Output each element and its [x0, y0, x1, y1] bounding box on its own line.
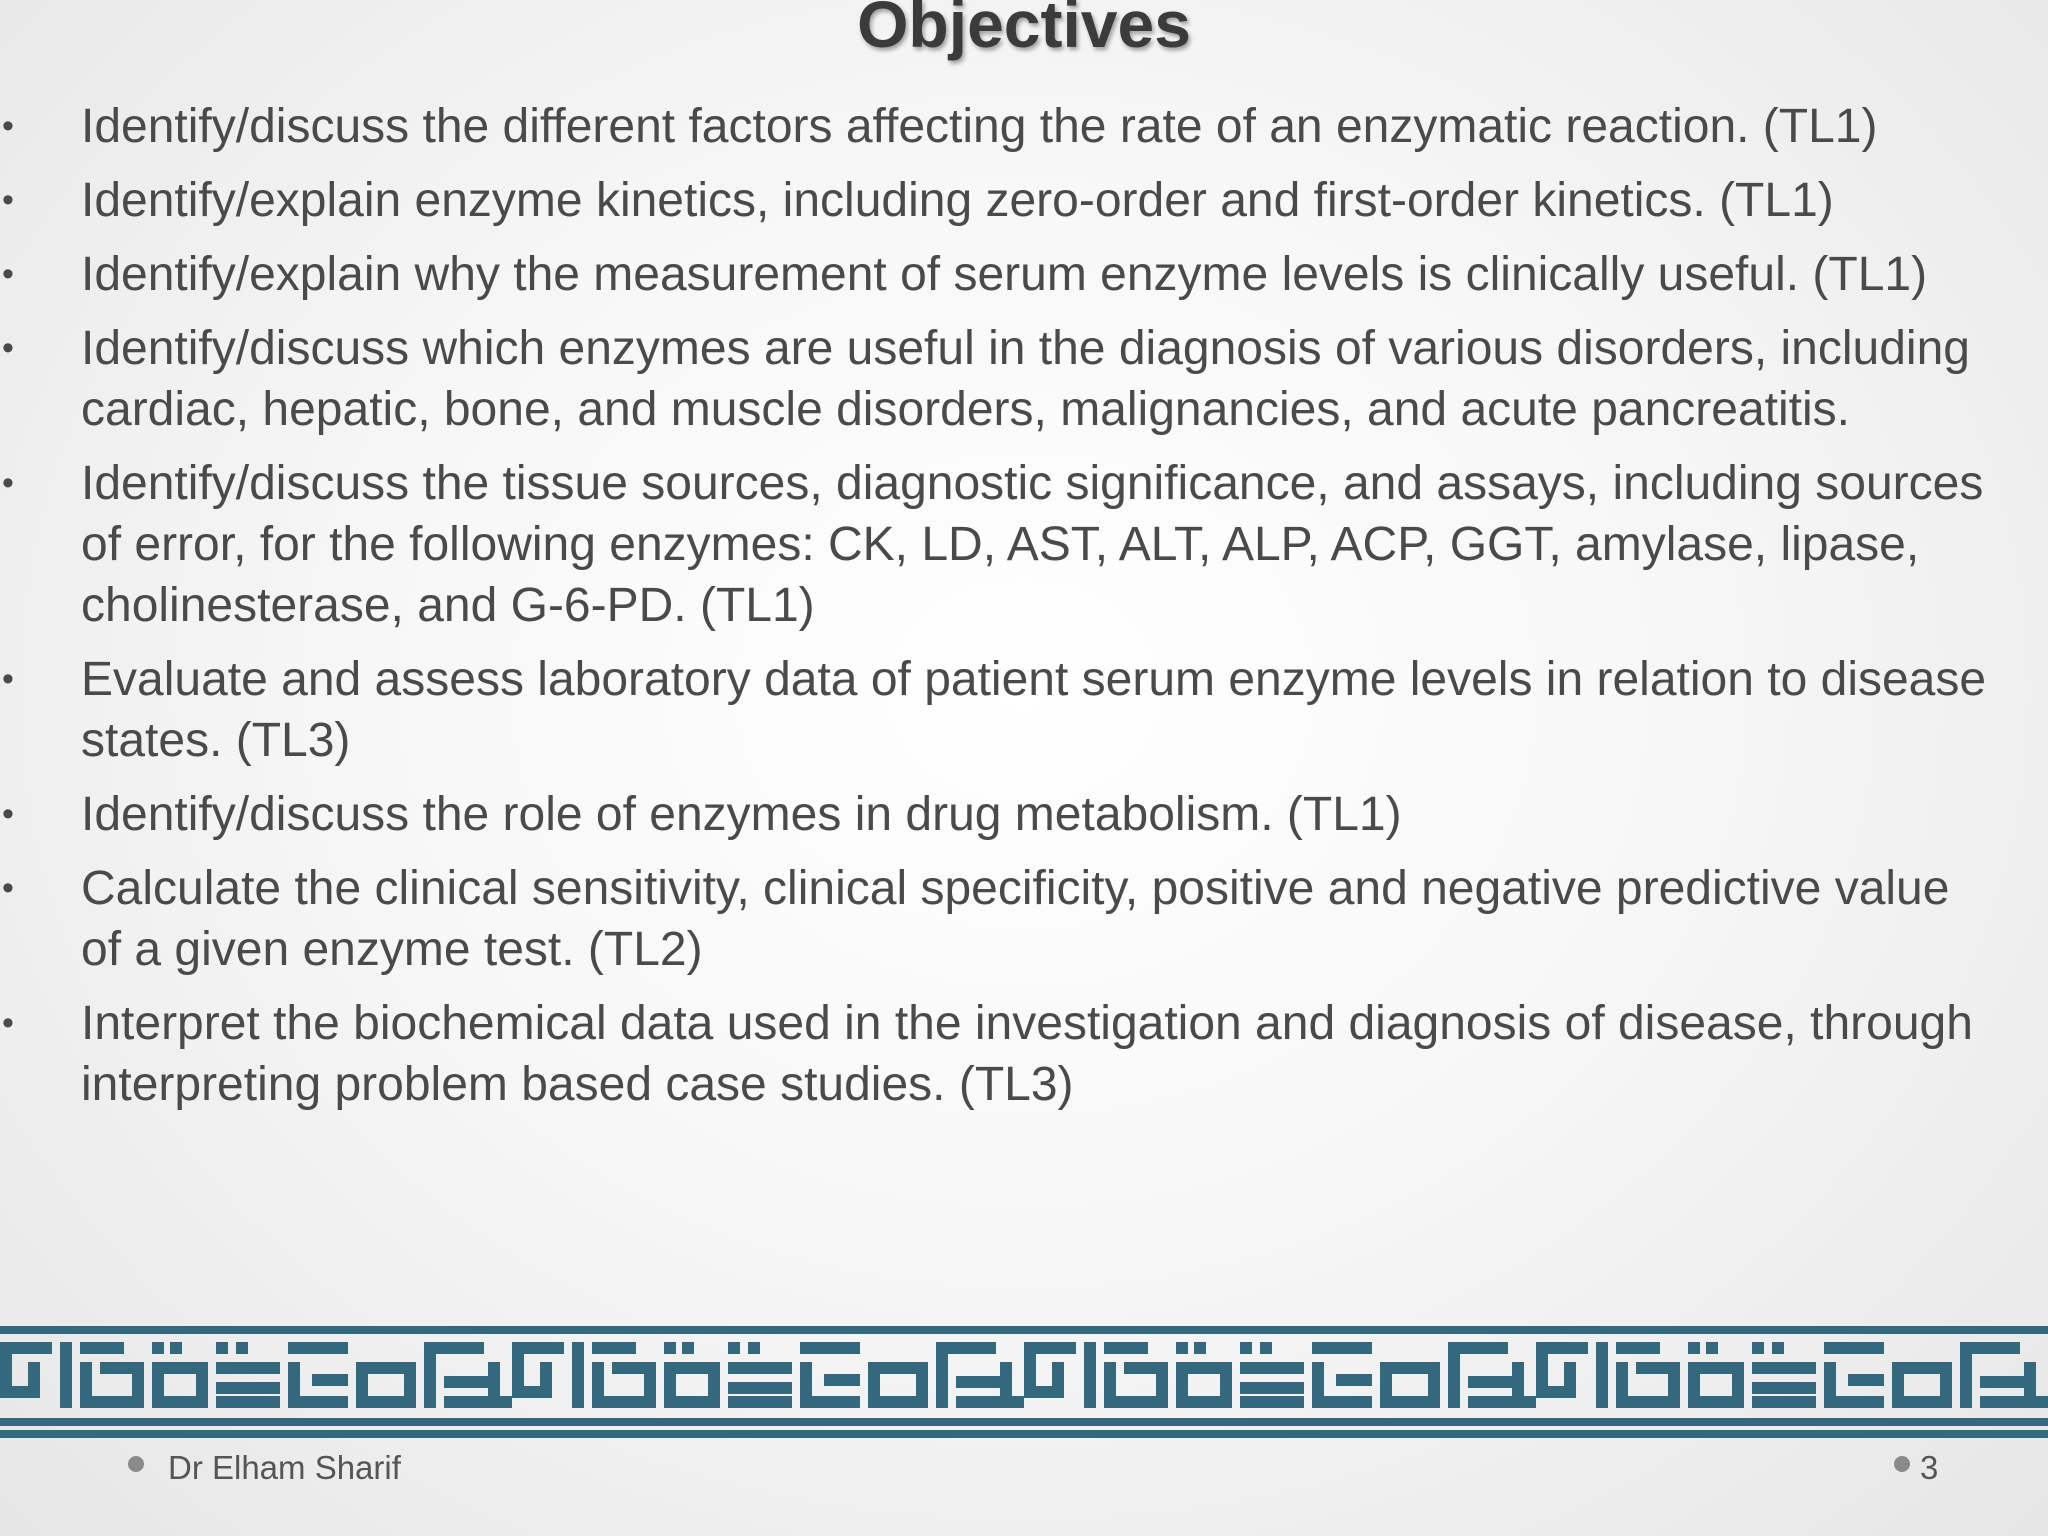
objective-text: Identify/discuss which enzymes are useful in the diagnosis of various disorders, including cardiac, hepatic, bone, and muscle disorders, malignancies, and acute pancreatitis.: [81, 322, 1970, 436]
bullet-icon: •: [2, 795, 14, 833]
objective-item: [0, 993, 2000, 1115]
bullet-icon: •: [2, 1004, 14, 1042]
objective-text: Calculate the clinical sensitivity, clinical specificity, positive and negative predictive value of a given enzyme test. (TL2): [81, 862, 1950, 976]
objectives-list: [0, 96, 2000, 1128]
objective-item: [0, 858, 2000, 980]
objective-text: Evaluate and assess laboratory data of patient serum enzyme levels in relation to disease states. (TL3): [81, 653, 1987, 767]
objective-item: [0, 96, 2000, 157]
footer-left-dot-icon: [128, 1456, 144, 1472]
decorative-kufic-band: [0, 1326, 2048, 1438]
objective-item: [0, 318, 2000, 440]
page-number: 3: [1920, 1449, 1939, 1486]
objective-item: [0, 784, 2000, 845]
objective-text: Identify/explain enzyme kinetics, including zero-order and first-order kinetics. (TL1): [81, 174, 1834, 227]
objective-text: Identify/discuss the role of enzymes in drug metabolism. (TL1): [81, 788, 1402, 841]
bullet-icon: •: [2, 181, 14, 219]
objective-item: [0, 453, 2000, 636]
footer-author: Dr Elham Sharif: [168, 1449, 401, 1486]
objective-item: [0, 649, 2000, 771]
objective-text: Identify/explain why the measurement of serum enzyme levels is clinically useful. (TL1): [81, 248, 1928, 301]
bullet-icon: •: [2, 660, 14, 698]
bullet-icon: •: [2, 107, 14, 145]
objective-item: [0, 170, 2000, 231]
objective-text: Identify/discuss the different factors affecting the rate of an enzymatic reaction. (TL1): [81, 100, 1878, 153]
objective-text: Interpret the biochemical data used in the investigation and diagnosis of disease, through interpreting problem based case studies. (TL3): [81, 997, 1973, 1111]
footer-right-dot-icon: [1894, 1456, 1910, 1472]
slide-title: Objectives: [857, 0, 1191, 61]
bullet-icon: •: [2, 869, 14, 907]
bullet-icon: •: [2, 255, 14, 293]
bullet-icon: •: [2, 464, 14, 502]
objective-item: [0, 244, 2000, 305]
objective-text: Identify/discuss the tissue sources, diagnostic significance, and assays, including sources of error, for the following enzymes: CK, LD, AST, ALT, ALP, ACP, GGT, amylase, lipase, cholinesterase, and G-6-PD. (TL1): [81, 457, 1984, 632]
bullet-icon: •: [2, 329, 14, 367]
